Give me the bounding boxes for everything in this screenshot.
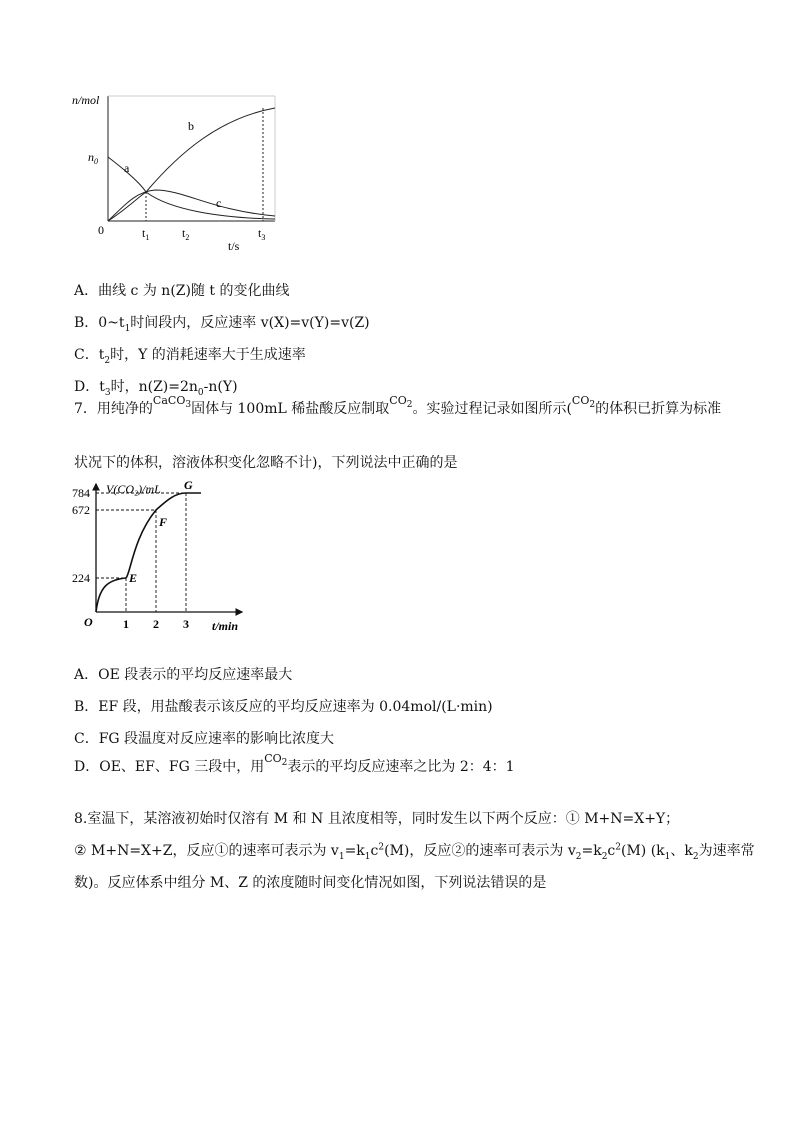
co2-formula-3: $CO_2$ bbox=[264, 752, 288, 769]
point-g-label: G bbox=[184, 480, 193, 492]
caco3-formula: CaCO$_3$ bbox=[152, 394, 192, 411]
co2-formula-2: $CO_2$ bbox=[571, 394, 596, 411]
y-axis-label: n/mol bbox=[72, 93, 100, 107]
curve-c-label: c bbox=[216, 196, 222, 210]
chart-co2-volume bbox=[70, 480, 260, 640]
x-tick-label: 1 bbox=[123, 617, 129, 631]
curve-b-label: b bbox=[188, 119, 194, 133]
chart-n-vs-t bbox=[70, 90, 290, 255]
n0-sub: 0 bbox=[94, 157, 98, 166]
origin-label: 0 bbox=[98, 223, 104, 237]
q6-option-d: D．$t_3$时，$n(Z)=2n_0-n(Y)$ bbox=[74, 379, 238, 398]
q7-option-d: D．OE、EF、FG 三段中，用$CO_2$表示的平均反应速率之比为 2：4：1 bbox=[74, 756, 515, 783]
point-f-label: F bbox=[159, 515, 168, 529]
x-axis-label: t/s bbox=[228, 239, 240, 253]
x-tick-label: 2 bbox=[153, 617, 159, 631]
svg-text:t2: $t_2$ bbox=[182, 226, 190, 242]
q8-line3: 数)。反应体系中组分 M、Z 的浓度随时间变化情况如图，下列说法错误的是 bbox=[74, 875, 547, 891]
origin-label: O bbox=[84, 615, 93, 629]
svg-text:t1: $t_1$ bbox=[142, 226, 150, 242]
y-tick-label: 784 bbox=[72, 486, 90, 500]
q7-option-a: A．OE 段表示的平均反应速率最大 bbox=[74, 667, 293, 683]
q8-line2: ② M+N=X+Z，反应①的速率可表示为 $v_1=k_1c^2(M)$，反应②的速率可表示为 $v_2=k_2c^2(M)$ ($k_1$、$k_2$为速率常 bbox=[74, 842, 755, 862]
point-e-label: E bbox=[129, 571, 138, 585]
x-tick-label: 3 bbox=[183, 617, 189, 631]
q6-option-c: C．$t_2$时，Y 的消耗速率大于生成速率 bbox=[74, 347, 306, 366]
curve-c bbox=[108, 190, 275, 221]
q6-option-a: A．曲线 c 为 n(Z)随 t 的变化曲线 bbox=[74, 283, 290, 299]
q7-stem-line2: 状况下的体积，溶液体积变化忽略不计)，下列说法中正确的是 bbox=[74, 455, 458, 471]
q7-stem-line1: 7．用纯净的CaCO$_3$固体与 100mL 稀盐酸反应制取$CO_2$。实验过程记录如图所示($CO_2$的体积已折算为标准 bbox=[74, 398, 721, 425]
q7-option-c: C．FG 段温度对反应速率的影响比浓度大 bbox=[74, 731, 335, 747]
y-tick-label: 224 bbox=[72, 571, 90, 585]
curve-a-label: a bbox=[124, 161, 130, 175]
y-tick-label: 672 bbox=[72, 503, 90, 517]
q8-line1: 8.室温下，某溶液初始时仅溶有 M 和 N 且浓度相等，同时发生以下两个反应：① M+N=X+Y； bbox=[74, 811, 680, 827]
q6-option-b: B．$0\sim t_1$时间段内，反应速率 v(X)=v(Y)=v(Z) bbox=[74, 315, 370, 334]
co2-formula-1: $CO_2$ bbox=[389, 394, 413, 411]
n0-label: n bbox=[88, 150, 94, 164]
curve-a bbox=[108, 157, 275, 219]
svg-text:t3: $t_3$ bbox=[258, 226, 266, 242]
svg-text:n0 bbox=[88, 150, 98, 166]
q7-option-b: B．EF 段，用盐酸表示该反应的平均反应速率为 0.04mol/(L·min) bbox=[74, 699, 493, 715]
y-axis-label: V(CO₂)/mL bbox=[106, 482, 161, 496]
co2-volume-curve bbox=[96, 493, 201, 612]
x-axis-label: t/min bbox=[212, 619, 239, 633]
